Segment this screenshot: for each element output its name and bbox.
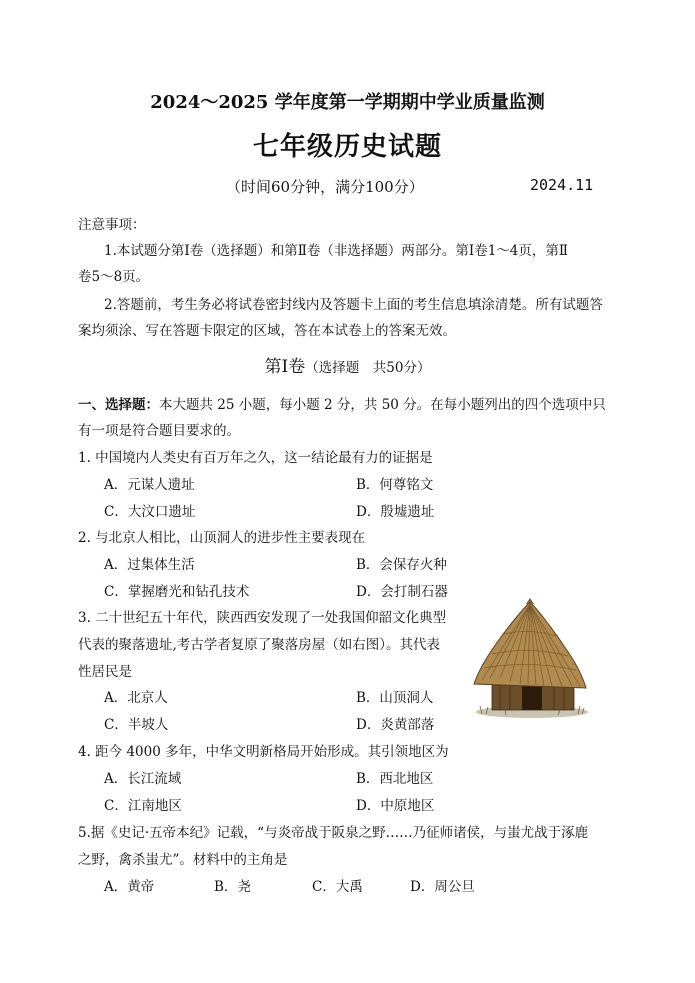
question-5-stem-line-1: 5.据《史记·五帝本纪》记载，“与炎帝战于阪泉之野……乃征师诸侯，与蚩尤战于涿鹿: [78, 825, 589, 841]
instructions-text: 本大题共 25 小题，每小题 2 分，共 50 分。在每小题列出的四个选项中只: [159, 397, 606, 413]
note-item-1-line-1: 1.本试题分第Ⅰ卷（选择题）和第Ⅱ卷（非选择题）两部分。第Ⅰ卷1～4页，第Ⅱ: [104, 243, 569, 259]
question-3-option-d: D．炎黄部落: [356, 717, 435, 733]
question-5-option-c: C．大禹: [312, 879, 363, 895]
question-4-option-b: B．西北地区: [356, 771, 434, 787]
question-5-stem-line-2: 之野，禽杀蚩尤”。材料中的主角是: [78, 852, 288, 868]
question-3-stem-line-1: 3. 二十世纪五十年代，陕西西安发现了一处我国仰韶文化典型: [78, 610, 447, 626]
time-info: （时间60分钟，满分100分）: [226, 178, 424, 196]
question-3-option-a: A．北京人: [104, 690, 168, 706]
question-2-stem: 2. 与北京人相比，山顶洞人的进步性主要表现在: [78, 530, 366, 546]
question-3-stem-line-3: 性居民是: [78, 664, 132, 680]
subject-title: 七年级历史试题: [252, 132, 442, 162]
section-heading: [0, 352, 695, 377]
note-item-2-line-1: 2.答题前，考生务必将试卷密封线内及答题卡上面的考生信息填涂清楚。所有试题答: [104, 297, 603, 313]
question-3-stem-line-2: 代表的聚落遗址,考古学者复原了聚落房屋（如右图）。其代表: [78, 637, 441, 653]
question-1-option-d: D．殷墟遗址: [356, 504, 435, 520]
question-2-option-b: B．会保存火种: [356, 557, 447, 573]
question-1-stem: 1. 中国境内人类史有百万年之久，这一结论最有力的证据是: [78, 450, 433, 466]
question-4-option-c: C．江南地区: [104, 798, 182, 814]
question-1-option-c: C．大汶口遗址: [104, 504, 196, 520]
section-subtitle: （选择题 共50分）: [305, 360, 431, 376]
question-4-stem: 4. 距今 4000 多年，中华文明新格局开始形成。其引领地区为: [78, 744, 449, 760]
section-title: 第Ⅰ卷: [264, 357, 306, 377]
instructions-line-1: [78, 393, 606, 413]
instructions-prefix: 一、选择题：: [78, 397, 159, 413]
exam-date: 2024.11: [530, 176, 594, 194]
exam-title: 2024～2025 学年度第一学期期中学业质量监测: [150, 92, 545, 113]
question-1-option-a: A．元谋人遗址: [104, 477, 195, 493]
question-2-option-d: D．会打制石器: [356, 584, 448, 600]
question-5-option-b: B．尧: [214, 879, 251, 895]
instructions-line-2: 有一项是符合题目要求的。: [78, 423, 240, 439]
question-4-option-a: A．长江流域: [104, 771, 182, 787]
notes-heading: 注意事项：: [78, 217, 146, 233]
question-3-option-b: B．山顶洞人: [356, 690, 434, 706]
note-item-2-line-2: 案均须涂、写在答题卡限定的区域，答在本试卷上的答案无效。: [78, 323, 456, 339]
question-5-option-a: A．黄帝: [104, 879, 155, 895]
question-4-option-d: D．中原地区: [356, 798, 435, 814]
question-2-option-c: C．掌握磨光和钻孔技术: [104, 584, 250, 600]
question-1-option-b: B．何尊铭文: [356, 477, 434, 493]
question-3-option-c: C．半坡人: [104, 717, 169, 733]
question-2-option-a: A．过集体生活: [104, 557, 195, 573]
question-5-option-d: D．周公旦: [410, 879, 475, 895]
thatched-hut-illustration: [470, 598, 590, 720]
note-item-1-line-2: 卷5～8页。: [78, 269, 150, 285]
